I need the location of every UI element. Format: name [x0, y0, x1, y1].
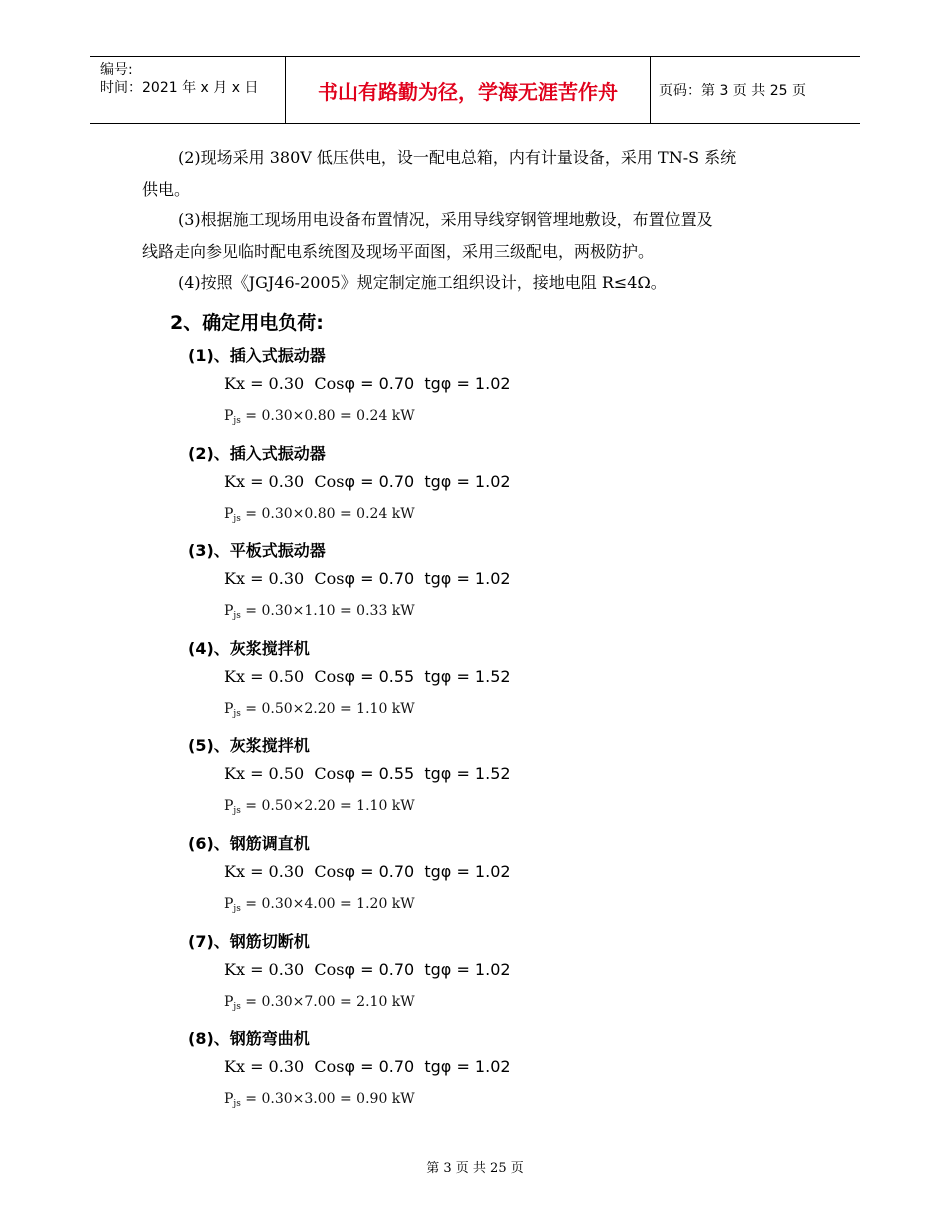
page-footer: 第 3 页 共 25 页: [426, 1161, 524, 1176]
kx-value: Kx = 0.30 Cos: [224, 471, 345, 491]
kx-value: Kx = 0.50 Cos: [224, 764, 345, 784]
pjs-label: P: [224, 993, 234, 1010]
pjs-line: [224, 1091, 415, 1109]
paragraph-line: 线路走向参见临时配电系统图及现场平面图，采用三级配电，两极防护。: [142, 242, 655, 261]
pjs-label: P: [224, 896, 234, 912]
pjs-subscript: js: [233, 513, 241, 524]
pjs-line: [224, 408, 415, 426]
time-label: 时间：2021 年 x 月 x 日: [100, 80, 259, 96]
paragraph-line: (4)按照《JGJ46-2005》规定制定施工组织设计，接地电阻 R≤4Ω。: [178, 273, 667, 292]
item-title: (8)、钢筋弯曲机: [188, 1029, 310, 1049]
pjs-line: [224, 701, 415, 719]
pjs-subscript: js: [233, 611, 241, 622]
item-title: (4)、灰浆搅拌机: [188, 638, 310, 658]
paragraph-line: (3)根据施工现场用电设备布置情况，采用导线穿钢管埋地敷设，布置位置及: [178, 210, 713, 229]
cos-tg-value: φ = 0.70 tgφ = 1.02: [344, 959, 511, 979]
pjs-calc: = 0.30×0.80 = 0.24 kW: [240, 408, 415, 424]
pjs-calc: = 0.30×1.10 = 0.33 kW: [240, 603, 415, 620]
pjs-label: P: [224, 798, 234, 815]
cos-tg-value: φ = 0.70 tgφ = 1.02: [344, 569, 511, 589]
pjs-line: [224, 506, 415, 524]
item-title: (5)、灰浆搅拌机: [188, 736, 310, 756]
kx-line: [224, 472, 511, 491]
pjs-calc: = 0.30×7.00 = 2.10 kW: [240, 993, 415, 1010]
pjs-label: P: [224, 505, 234, 522]
paragraph-2: [142, 142, 822, 206]
pjs-calc: = 0.50×2.20 = 1.10 kW: [240, 700, 415, 717]
paragraph-3: [142, 204, 822, 268]
cos-tg-value: φ = 0.70 tgφ = 1.02: [344, 862, 511, 881]
header-page-info: 页码：第 3 页 共 25 页: [659, 83, 806, 99]
pjs-line: [224, 896, 415, 914]
item-title: (7)、钢筋切断机: [188, 931, 310, 951]
pjs-calc: = 0.30×0.80 = 0.24 kW: [240, 505, 415, 522]
kx-value: Kx = 0.30 Cos: [224, 862, 345, 881]
pjs-line: [224, 798, 415, 816]
kx-value: Kx = 0.30 Cos: [224, 569, 345, 589]
cos-tg-value: φ = 0.55 tgφ = 1.52: [344, 666, 511, 686]
kx-line: [224, 374, 511, 393]
kx-value: Kx = 0.30 Cos: [224, 959, 345, 979]
kx-line: [224, 960, 511, 979]
kx-line: [224, 1057, 511, 1076]
cos-tg-value: φ = 0.70 tgφ = 1.02: [344, 1057, 511, 1077]
cos-tg-value: φ = 0.70 tgφ = 1.02: [344, 471, 511, 491]
pjs-calc: = 0.50×2.20 = 1.10 kW: [240, 798, 415, 815]
pjs-label: P: [224, 603, 234, 620]
item-title: (2)、插入式振动器: [188, 443, 326, 463]
cos-tg-value: φ = 0.70 tgφ = 1.02: [344, 374, 511, 393]
item-title: (3)、平板式振动器: [188, 541, 326, 561]
item-title: (1)、插入式振动器: [188, 346, 326, 365]
kx-line: [224, 667, 511, 686]
kx-line: [224, 862, 511, 881]
paragraph-4: [142, 267, 822, 299]
pjs-label: P: [224, 1091, 234, 1108]
pjs-subscript: js: [233, 416, 241, 426]
code-label: 编号:: [100, 62, 133, 78]
pjs-line: [224, 994, 415, 1012]
pjs-label: P: [224, 700, 234, 717]
pjs-subscript: js: [233, 1001, 241, 1012]
header-motto: 书山有路勤为径，学海无涯苦作舟: [286, 57, 651, 123]
pjs-subscript: js: [233, 904, 241, 914]
cos-tg-value: φ = 0.55 tgφ = 1.52: [344, 764, 511, 784]
item-title: (6)、钢筋调直机: [188, 834, 310, 853]
section-title: 2、确定用电负荷:: [170, 312, 324, 334]
kx-value: Kx = 0.30 Cos: [224, 1057, 345, 1077]
kx-value: Kx = 0.50 Cos: [224, 666, 345, 686]
page-header: [90, 56, 860, 124]
pjs-line: [224, 603, 415, 621]
pjs-subscript: js: [233, 708, 241, 719]
pjs-subscript: js: [233, 1099, 241, 1110]
pjs-label: P: [224, 408, 234, 424]
pjs-calc: = 0.30×3.00 = 0.90 kW: [240, 1091, 415, 1108]
kx-value: Kx = 0.30 Cos: [224, 374, 345, 393]
pjs-calc: = 0.30×4.00 = 1.20 kW: [240, 896, 415, 912]
header-meta: [90, 57, 286, 123]
kx-line: [224, 764, 511, 783]
paragraph-line: 供电。: [142, 180, 191, 199]
pjs-subscript: js: [233, 806, 241, 817]
paragraph-line: (2)现场采用 380V 低压供电，设一配电总箱，内有计量设备，采用 TN-S 系统: [178, 148, 737, 167]
kx-line: [224, 569, 511, 588]
